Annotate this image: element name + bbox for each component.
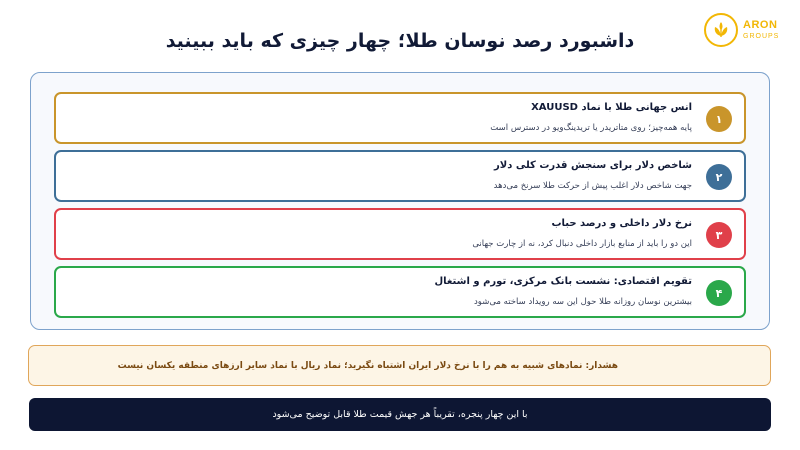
list-item-2	[54, 150, 746, 202]
warning-banner	[28, 345, 771, 386]
list-item-1	[54, 92, 746, 144]
item-description: پایه همه‌چیز؛ روی متاتریدر یا تریدینگ‌ویو در دسترس است	[490, 123, 692, 133]
item-title: نرخ دلار داخلی و درصد حباب	[551, 218, 692, 229]
list-item-4	[54, 266, 746, 318]
item-number-badge: ۴	[706, 280, 732, 306]
footer-text: با این چهار پنجره، تقریباً هر جهش قیمت طلا قابل توضیح می‌شود	[272, 409, 528, 420]
page-title: داشبورد رصد نوسان طلا؛ چهار چیزی که باید ببینید	[165, 30, 635, 52]
item-description: این دو را باید از منابع بازار داخلی دنبال کرد، نه از چارت جهانی	[472, 239, 692, 249]
item-description: بیشترین نوسان روزانه طلا حول این سه رویداد ساخته می‌شود	[474, 297, 692, 307]
item-title: انس جهانی طلا با نماد XAUUSD	[531, 102, 692, 113]
checklist-panel	[30, 72, 770, 330]
item-description: جهت شاخص دلار اغلب پیش از حرکت طلا سرنخ می‌دهد	[493, 181, 692, 191]
logo-name: ARON	[743, 19, 778, 31]
item-title: شاخص دلار برای سنجش قدرت کلی دلار	[494, 160, 692, 171]
logo-subtitle: GROUPS	[743, 33, 780, 40]
item-number-badge: ۱	[706, 106, 732, 132]
warning-text: هشدار: نمادهای شبیه به هم را با نرخ دلار ایران اشتباه نگیرید؛ نماد ریال با نماد سایر ارزهای منطقه یکسان نیست	[117, 360, 618, 371]
item-title: تقویم اقتصادی: نشست بانک مرکزی، تورم و اشتغال	[434, 276, 692, 287]
item-number-badge: ۳	[706, 222, 732, 248]
list-item-3	[54, 208, 746, 260]
footer-banner	[29, 398, 771, 431]
item-number-badge: ۲	[706, 164, 732, 190]
